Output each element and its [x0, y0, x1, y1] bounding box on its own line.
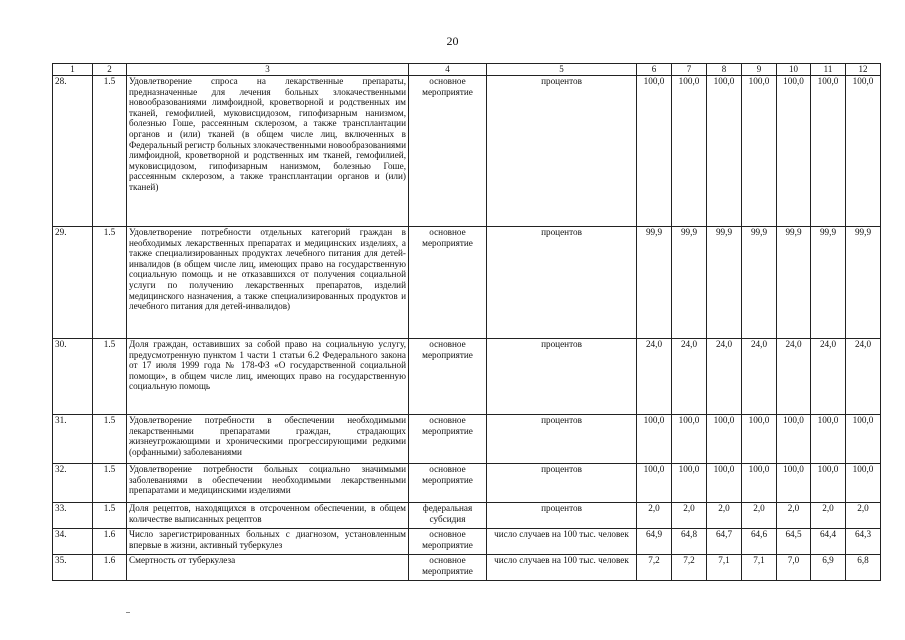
value-col-10: 99,9	[777, 227, 811, 339]
value-col-7: 100,0	[672, 415, 707, 464]
program-code: 1.5	[93, 503, 127, 529]
indicator-name: Удовлетворение потребности отдельных категорий граждан в необходимых лекарственных препаратах и медицинских изделиях, а также специализированных продуктах лечебного питания для детей-инвалидов (в общем числе лиц, имеющих право на государственную социальную помощь и не отказавшихся от получения социальной услуги по получению лекарственных препаратов, изделий медицинского назначения, а также специализированных продуктов и лечебного питания для детей-инвалидов)	[127, 227, 409, 339]
value-col-11: 6,9	[811, 555, 846, 581]
value-col-7: 100,0	[672, 464, 707, 503]
scan-mark	[126, 612, 130, 613]
program-code: 1.5	[93, 415, 127, 464]
value-col-6: 2,0	[637, 503, 672, 529]
value-col-9: 24,0	[742, 339, 777, 415]
value-col-8: 100,0	[707, 464, 742, 503]
value-col-11: 99,9	[811, 227, 846, 339]
value-col-7: 7,2	[672, 555, 707, 581]
row-number: 35.	[53, 555, 93, 581]
column-header-11: 11	[811, 64, 846, 76]
value-col-8: 7,1	[707, 555, 742, 581]
table-row	[53, 555, 881, 581]
table-row	[53, 339, 881, 415]
unit-of-measure: процентов	[487, 503, 637, 529]
measure-type: основное мероприятие	[409, 529, 487, 555]
value-col-9: 2,0	[742, 503, 777, 529]
value-col-12: 64,3	[846, 529, 881, 555]
row-number: 28.	[53, 76, 93, 227]
value-col-6: 100,0	[637, 415, 672, 464]
indicator-name: Доля рецептов, находящихся в отсроченном обеспечении, в общем количестве выписанных рецептов	[127, 503, 409, 529]
indicator-name: Удовлетворение потребности в обеспечении необходимыми лекарственными препаратами граждан, страдающих жизнеугрожающими и хроническими прогрессирующими редкими (орфанными) заболеваниями	[127, 415, 409, 464]
value-col-9: 7,1	[742, 555, 777, 581]
value-col-8: 24,0	[707, 339, 742, 415]
table-header	[53, 64, 881, 76]
column-header-8: 8	[707, 64, 742, 76]
value-col-8: 100,0	[707, 76, 742, 227]
header-row	[53, 64, 881, 76]
row-number: 32.	[53, 464, 93, 503]
row-number: 34.	[53, 529, 93, 555]
program-code: 1.5	[93, 339, 127, 415]
column-header-12: 12	[846, 64, 881, 76]
column-header-9: 9	[742, 64, 777, 76]
value-col-11: 24,0	[811, 339, 846, 415]
value-col-11: 2,0	[811, 503, 846, 529]
value-col-12: 24,0	[846, 339, 881, 415]
value-col-12: 2,0	[846, 503, 881, 529]
measure-type: основное мероприятие	[409, 464, 487, 503]
value-col-6: 99,9	[637, 227, 672, 339]
value-col-9: 100,0	[742, 76, 777, 227]
indicator-name: Смертность от туберкулеза	[127, 555, 409, 581]
value-col-6: 100,0	[637, 464, 672, 503]
value-col-11: 100,0	[811, 76, 846, 227]
value-col-9: 64,6	[742, 529, 777, 555]
program-code: 1.6	[93, 529, 127, 555]
value-col-11: 100,0	[811, 464, 846, 503]
indicator-name: Удовлетворение спроса на лекарственные препараты, предназначенные для лечения больных злокачественными новообразованиями лимфоидной, кроветворной и родственных им тканей, гемофилией, муковисцидозом, гипофизарным нанизмом, болезнью Гоше, рассеянным склерозом, а также трансплантации органов и (или) тканей (в общем числе лиц, включенных в Федеральный регистр больных злокачественными новообразованиями лимфоидной, кроветворной и родственных им тканей, гемофилией, муковисцидозом, гипофизарным нанизмом, болезнью Гоше, рассеянным склерозом, а также трансплантации органов и (или) тканей)	[127, 76, 409, 227]
value-col-10: 24,0	[777, 339, 811, 415]
value-col-10: 2,0	[777, 503, 811, 529]
row-number: 30.	[53, 339, 93, 415]
value-col-11: 64,4	[811, 529, 846, 555]
value-col-9: 99,9	[742, 227, 777, 339]
value-col-6: 100,0	[637, 76, 672, 227]
measure-type: основное мероприятие	[409, 415, 487, 464]
value-col-8: 100,0	[707, 415, 742, 464]
column-header-3: 3	[127, 64, 409, 76]
value-col-10: 64,5	[777, 529, 811, 555]
value-col-12: 6,8	[846, 555, 881, 581]
table-row	[53, 529, 881, 555]
program-code: 1.5	[93, 227, 127, 339]
row-number: 29.	[53, 227, 93, 339]
value-col-9: 100,0	[742, 415, 777, 464]
value-col-10: 100,0	[777, 415, 811, 464]
value-col-10: 100,0	[777, 464, 811, 503]
value-col-6: 7,2	[637, 555, 672, 581]
table-row	[53, 76, 881, 227]
indicator-name: Доля граждан, оставивших за собой право на социальную услугу, предусмотренную пунктом 1 части 1 статьи 6.2 Федерального закона от 17 июля 1999 года № 178-ФЗ «О государственной социальной помощи», в общем числе лиц, имеющих право на государственную социальную помощь	[127, 339, 409, 415]
value-col-6: 24,0	[637, 339, 672, 415]
page-number: 20	[446, 34, 459, 48]
value-col-7: 100,0	[672, 76, 707, 227]
value-col-7: 24,0	[672, 339, 707, 415]
value-col-10: 7,0	[777, 555, 811, 581]
indicator-name: Число зарегистрированных больных с диагнозом, установленным впервые в жизни, активный туберкулез	[127, 529, 409, 555]
value-col-8: 2,0	[707, 503, 742, 529]
unit-of-measure: процентов	[487, 464, 637, 503]
column-header-6: 6	[637, 64, 672, 76]
program-code: 1.6	[93, 555, 127, 581]
column-header-5: 5	[487, 64, 637, 76]
value-col-8: 99,9	[707, 227, 742, 339]
value-col-12: 99,9	[846, 227, 881, 339]
column-header-10: 10	[777, 64, 811, 76]
value-col-8: 64,7	[707, 529, 742, 555]
value-col-6: 64,9	[637, 529, 672, 555]
measure-type: основное мероприятие	[409, 339, 487, 415]
unit-of-measure: процентов	[487, 339, 637, 415]
value-col-7: 99,9	[672, 227, 707, 339]
column-header-4: 4	[409, 64, 487, 76]
indicator-name: Удовлетворение потребности больных социально значимыми заболеваниями в обеспечении необходимыми лекарственными препаратами и медицинскими изделиями	[127, 464, 409, 503]
value-col-10: 100,0	[777, 76, 811, 227]
unit-of-measure: процентов	[487, 76, 637, 227]
row-number: 31.	[53, 415, 93, 464]
table-row	[53, 227, 881, 339]
value-col-12: 100,0	[846, 76, 881, 227]
indicators-table	[52, 63, 881, 581]
column-header-7: 7	[672, 64, 707, 76]
unit-of-measure: число случаев на 100 тыс. человек	[487, 555, 637, 581]
column-header-2: 2	[93, 64, 127, 76]
measure-type: основное мероприятие	[409, 76, 487, 227]
program-code: 1.5	[93, 464, 127, 503]
value-col-7: 64,8	[672, 529, 707, 555]
value-col-9: 100,0	[742, 464, 777, 503]
unit-of-measure: число случаев на 100 тыс. человек	[487, 529, 637, 555]
row-number: 33.	[53, 503, 93, 529]
value-col-12: 100,0	[846, 415, 881, 464]
measure-type: основное мероприятие	[409, 227, 487, 339]
value-col-7: 2,0	[672, 503, 707, 529]
measure-type: основное мероприятие	[409, 555, 487, 581]
table-row	[53, 503, 881, 529]
unit-of-measure: процентов	[487, 415, 637, 464]
value-col-12: 100,0	[846, 464, 881, 503]
table-row	[53, 464, 881, 503]
table-row	[53, 415, 881, 464]
value-col-11: 100,0	[811, 415, 846, 464]
measure-type: федеральная субсидия	[409, 503, 487, 529]
program-code: 1.5	[93, 76, 127, 227]
table-body	[53, 76, 881, 581]
column-header-1: 1	[53, 64, 93, 76]
unit-of-measure: процентов	[487, 227, 637, 339]
